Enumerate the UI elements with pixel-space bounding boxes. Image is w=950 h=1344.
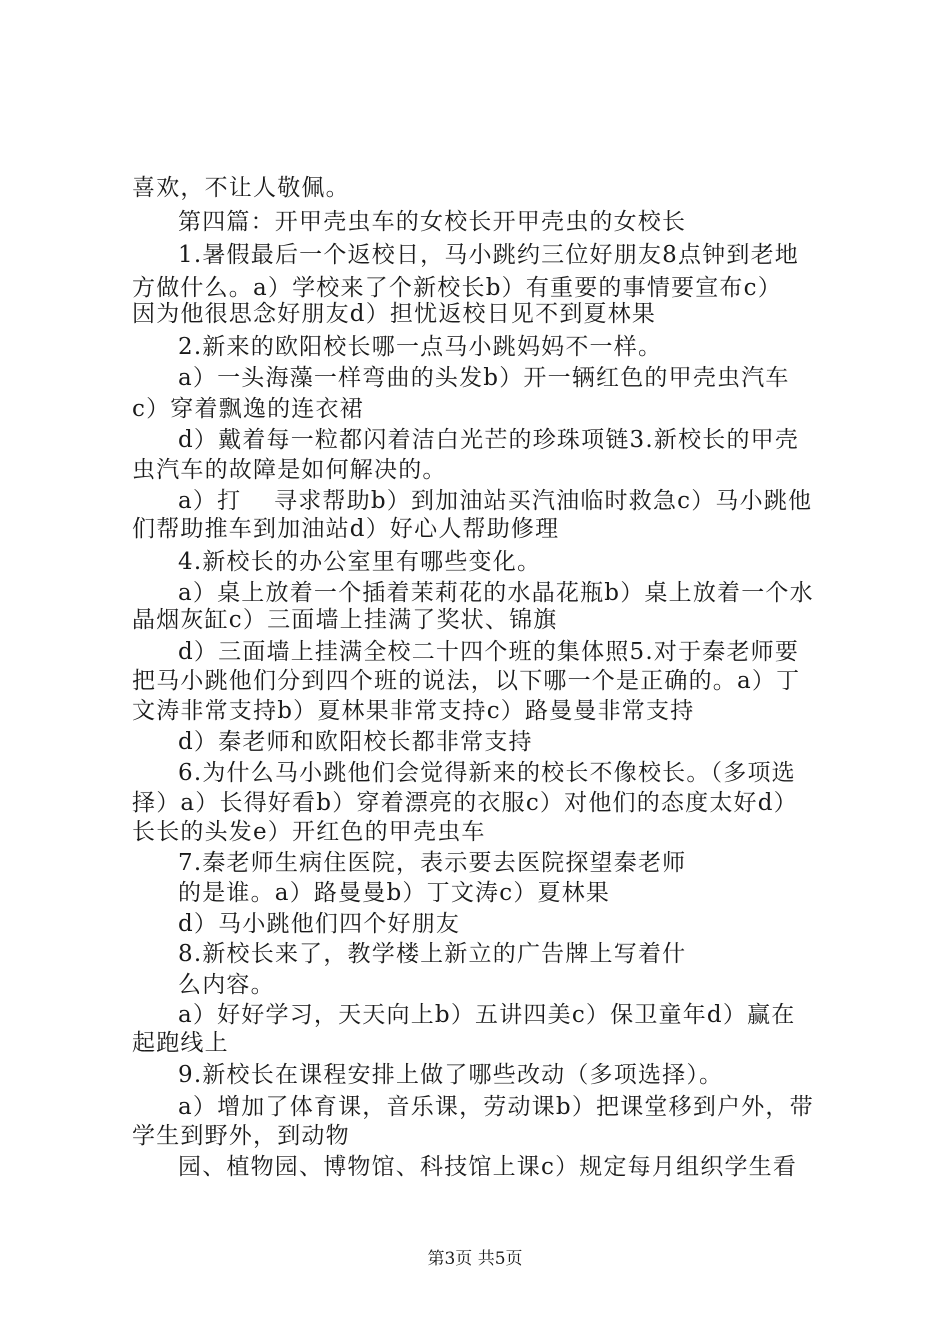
- text-line: d）秦老师和欧阳校长都非常支持: [178, 729, 533, 755]
- text-line: 把马小跳他们分到四个班的说法，以下哪一个是正确的。a）丁: [132, 668, 801, 694]
- text-line: 长长的头发e）开红色的甲壳虫车: [132, 819, 486, 845]
- text-line: 起跑线上: [132, 1030, 229, 1056]
- question-2: 2.新来的欧阳校长哪一点马小跳妈妈不一样。: [178, 334, 663, 360]
- text-line: 喜欢，不让人敬佩。: [132, 175, 350, 201]
- text-line: 虫汽车的故障是如何解决的。: [132, 457, 447, 483]
- question-7: 7.秦老师生病住医院，表示要去医院探望秦老师: [178, 850, 687, 876]
- text-line: 晶烟灰缸c）三面墙上挂满了奖状、锦旗: [132, 607, 558, 633]
- text-line: 方做什么。a）学校来了个新校长b）有重要的事情要宣布c）: [132, 275, 782, 301]
- text-line: 园、植物园、博物馆、科技馆上课c）规定每月组织学生看: [178, 1154, 798, 1180]
- text-line: 因为他很思念好朋友d）担忧返校日见不到夏林果: [132, 301, 657, 327]
- text-line: 么内容。: [178, 972, 275, 998]
- question-9: 9.新校长在课程安排上做了哪些改动（多项选择）。: [178, 1062, 724, 1088]
- question-8: 8.新校长来了，教学楼上新立的广告牌上写着什: [178, 941, 687, 967]
- text-line: d）马小跳他们四个好朋友: [178, 911, 461, 937]
- section-heading: 第四篇：开甲壳虫车的女校长开甲壳虫的女校长: [178, 209, 687, 235]
- text-line: a）好好学习，天天向上b）五讲四美c）保卫童年d）赢在: [178, 1002, 796, 1028]
- page-footer: 第3页 共5页: [427, 1249, 523, 1269]
- text-line: 文涛非常支持b）夏林果非常支持c）路曼曼非常支持: [132, 698, 695, 724]
- text-line: 们帮助推车到加油站d）好心人帮助修理: [132, 516, 560, 542]
- text-line: a）打 寻求帮助b）到加油站买汽油临时救急c）马小跳他: [178, 488, 813, 514]
- text-line: 学生到野外，到动物: [132, 1123, 350, 1149]
- text-line: a）桌上放着一个插着茉莉花的水晶花瓶b）桌上放着一个水: [178, 580, 814, 606]
- text-line: a）一头海藻一样弯曲的头发b）开一辆红色的甲壳虫汽车: [178, 365, 790, 391]
- question-4: 4.新校长的办公室里有哪些变化。: [178, 549, 542, 575]
- text-line: 择）a）长得好看b）穿着漂亮的衣服c）对他们的态度太好d）: [132, 790, 798, 816]
- text-line: a）增加了体育课，音乐课，劳动课b）把课堂移到户外，带: [178, 1094, 814, 1120]
- question-1: 1.暑假最后一个返校日，马小跳约三位好朋友8点钟到老地: [178, 242, 799, 268]
- text-line: d）戴着每一粒都闪着洁白光芒的珍珠项链3.新校长的甲壳: [178, 427, 800, 453]
- question-6: 6.为什么马小跳他们会觉得新来的校长不像校长。（多项选: [178, 760, 796, 786]
- text-line: 的是谁。a）路曼曼b）丁文涛c）夏林果: [178, 880, 611, 906]
- text-line: d）三面墙上挂满全校二十四个班的集体照5.对于秦老师要: [178, 639, 800, 665]
- text-line: c）穿着飘逸的连衣裙: [132, 396, 364, 422]
